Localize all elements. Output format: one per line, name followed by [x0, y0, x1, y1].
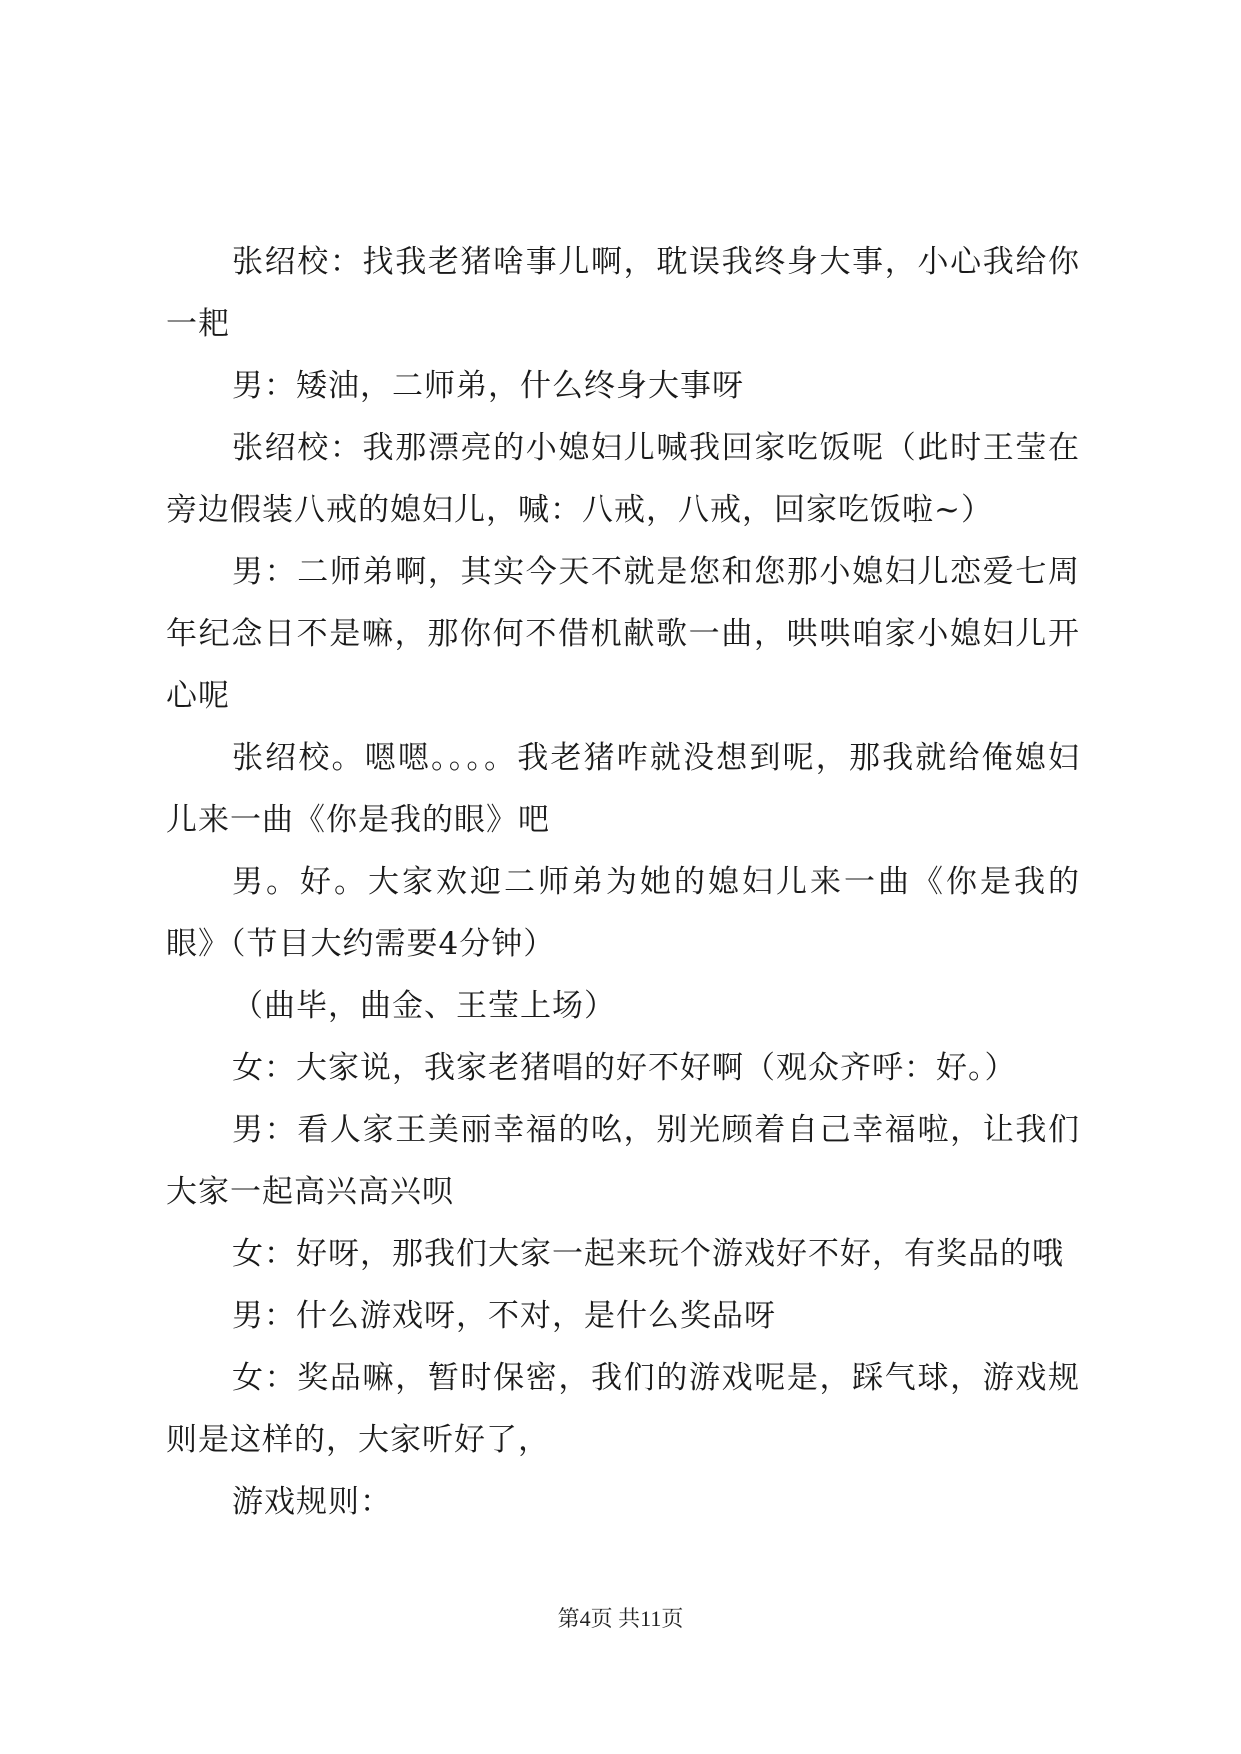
paragraph: 女：好呀，那我们大家一起来玩个游戏好不好，有奖品的哦	[232, 1236, 1064, 1272]
paragraph: 张绍校：我那漂亮的小媳妇儿喊我回家吃饭呢（此时王莹在旁边假装八戒的媳妇儿，喊：八戒，八戒，回家吃饭啦~）	[166, 430, 1080, 528]
paragraph: 男。好。大家欢迎二师弟为她的媳妇儿来一曲《你是我的眼》（节目大约需要4分钟）	[166, 864, 1080, 962]
paragraph: 男：什么游戏呀，不对，是什么奖品呀	[232, 1298, 776, 1334]
document-body	[166, 231, 1080, 1533]
paragraph: 男：二师弟啊，其实今天不就是您和您那小媳妇儿恋爱七周年纪念日不是嘛，那你何不借机献歌一曲，哄哄咱家小媳妇儿开心呢	[166, 554, 1080, 714]
paragraph: 游戏规则：	[232, 1484, 392, 1520]
paragraph: 张绍校。嗯嗯。。。。我老猪咋就没想到呢，那我就给俺媳妇儿来一曲《你是我的眼》吧	[166, 740, 1080, 838]
paragraph: 男：矮油，二师弟，什么终身大事呀	[232, 368, 744, 404]
paragraph: 女：大家说，我家老猪唱的好不好啊（观众齐呼：好。）	[232, 1050, 1017, 1086]
paragraph: 女：奖品嘛，暂时保密，我们的游戏呢是，踩气球，游戏规则是这样的，大家听好了，	[166, 1360, 1080, 1458]
page-number-footer: 第4页 共11页	[557, 1606, 684, 1631]
paragraph: 张绍校：找我老猪啥事儿啊，耽误我终身大事，小心我给你一耙	[166, 244, 1080, 342]
paragraph: 男：看人家王美丽幸福的吆，别光顾着自己幸福啦，让我们大家一起高兴高兴呗	[166, 1112, 1080, 1210]
paragraph: （曲毕，曲金、王莹上场）	[232, 988, 616, 1024]
